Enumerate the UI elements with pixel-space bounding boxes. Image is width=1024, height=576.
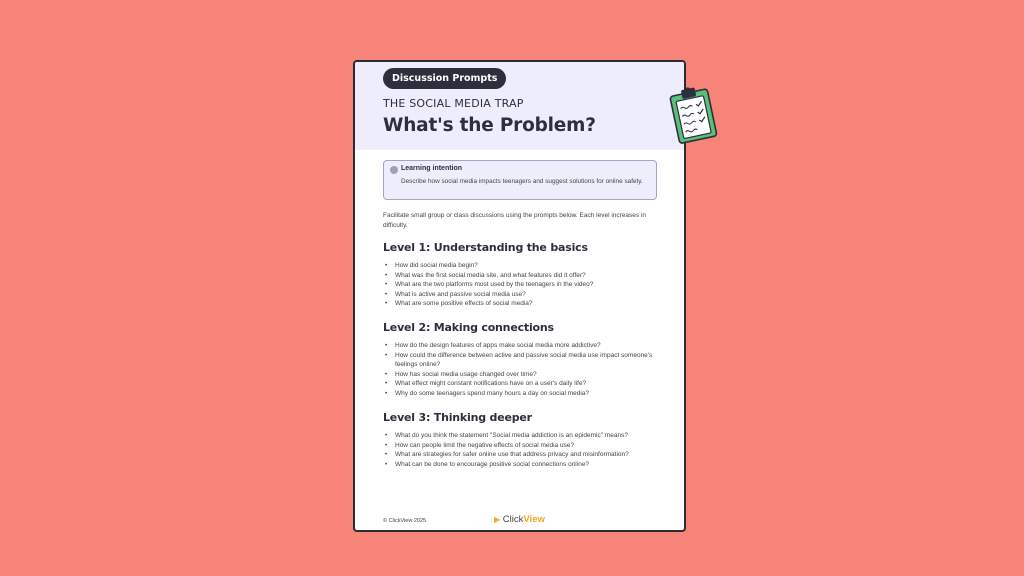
level-3-heading: Level 3: Thinking deeper (383, 411, 532, 424)
learning-intention-title: Learning intention (401, 165, 463, 172)
page-title: What's the Problem? (383, 115, 596, 136)
list-item: • What are some positive effects of social media? (385, 299, 657, 309)
worksheet-page (353, 60, 686, 532)
learning-intention-text: Describe how social media impacts teenagers and suggest solutions for online safety. (401, 178, 643, 185)
list-item: • How could the difference between active and passive social media use impact someone's feelings online? (385, 351, 657, 370)
clickview-arrow-icon: ▶ (494, 515, 501, 524)
list-item: • How can people limit the negative effects of social media use? (385, 441, 657, 451)
learning-intention-box (383, 160, 657, 200)
clickview-logo (494, 514, 545, 525)
level-3-list (385, 431, 657, 469)
footer-copyright: © ClickView 2025 (383, 518, 427, 524)
list-item: • What was the first social media site, and what features did it offer? (385, 271, 657, 281)
discussion-prompts-tag: Discussion Prompts (383, 68, 506, 89)
logo-click-text: Click (502, 514, 524, 525)
list-item: • What are the two platforms most used by the teenagers in the video? (385, 280, 657, 290)
logo-view-text: View (523, 514, 545, 525)
list-item: • What are strategies for safer online use that address privacy and misinformation? (385, 450, 657, 460)
list-item: • What effect might constant notifications have on a user's daily life? (385, 379, 657, 389)
intro-paragraph: Facilitate small group or class discussions using the prompts below. Each level increases in difficulty. (383, 212, 647, 229)
list-item: • How did social media begin? (385, 261, 657, 271)
learning-intention-dot-icon (390, 166, 398, 174)
list-item: • How has social media usage changed over time? (385, 370, 657, 380)
list-item: • Why do some teenagers spend many hours a day on social media? (385, 389, 657, 399)
list-item: • What can be done to encourage positive social connections online? (385, 460, 657, 470)
level-1-heading: Level 1: Understanding the basics (383, 241, 588, 254)
list-item: • What do you think the statement "Social media addiction is an epidemic" means? (385, 431, 657, 441)
series-eyebrow: THE SOCIAL MEDIA TRAP (383, 97, 524, 110)
level-2-list (385, 341, 657, 399)
list-item: • How do the design features of apps make social media more addictive? (385, 341, 657, 351)
list-item: • What is active and passive social media use? (385, 290, 657, 300)
clipboard-checklist-icon (668, 84, 720, 144)
level-2-heading: Level 2: Making connections (383, 321, 554, 334)
level-1-list (385, 261, 657, 309)
